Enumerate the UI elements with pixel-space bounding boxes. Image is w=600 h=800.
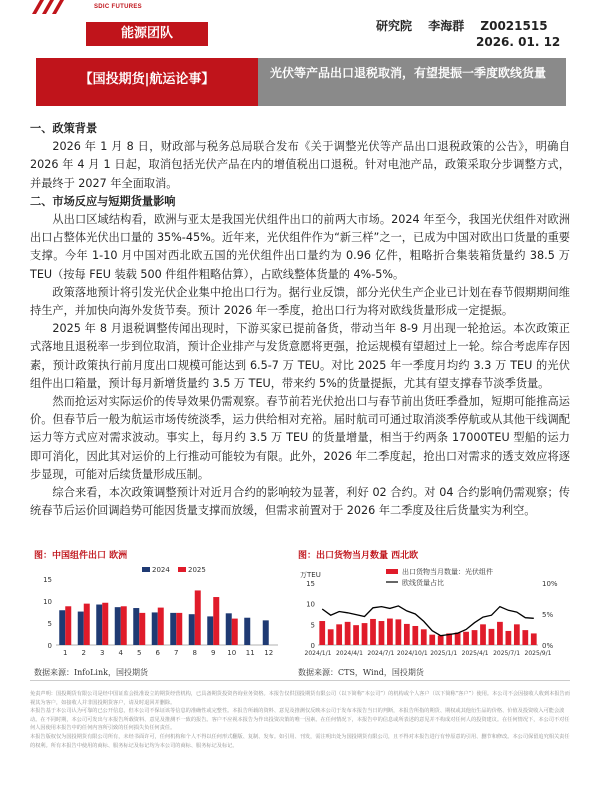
bar — [78, 612, 84, 645]
x-tick-label: 2 — [81, 649, 86, 657]
bar — [438, 635, 444, 645]
paragraph: 从出口区域结构看，欧洲与亚太是我国光伏组件出口的前两大市场。2024 年至今，我国光伏组件对欧洲出口占整体光伏出口量的 35%-45%。近年来，光伏组件作为“新三样”之一，已成为中国对欧出口货量的重要支撑。今年 1-10 月中国对西北欧五国的光伏组件出口量约为 0.96 亿件，粗略折合集装箱货量约 38.5 万 TEU（按每 FEU 装载 500 件组件粗略估算），占欧线整体货量的 4%-5%。 — [30, 213, 570, 281]
title-row — [36, 58, 566, 106]
x-tick-label: 2024/10/1 — [396, 650, 428, 657]
bar — [170, 613, 176, 645]
author-name: 李海群 — [428, 19, 465, 33]
bar — [59, 610, 65, 645]
x-tick-label: 2024/4/1 — [335, 650, 363, 657]
legend-swatch — [142, 567, 150, 572]
headline: 光伏等产品出口退税取消，有望提振一季度欧线货量 — [258, 58, 566, 106]
bar — [213, 597, 219, 645]
footer-divider — [30, 680, 570, 681]
chart2-svg — [298, 561, 570, 665]
bar — [353, 625, 359, 645]
bar — [121, 606, 127, 645]
bar — [176, 613, 182, 645]
bar — [319, 621, 325, 645]
x-tick-label: 12 — [264, 649, 274, 657]
chart-title: 图：出口货物当月数量 西北欧 — [298, 551, 419, 561]
bar — [429, 635, 435, 645]
paragraph: 2026 年 1 月 8 日，财政部与税务总局联合发布《关于调整光伏等产品出口退税政策的公告》，明确自 2026 年 4 月 1 日起，取消包括光伏产品在内的增值税出口退税。针对电池产品，政策采取分步调整方式，并最终于 2027 年全面取消。 — [30, 140, 570, 190]
y2-tick-label: 0% — [542, 642, 554, 650]
x-tick-label: 2025/1/1 — [430, 650, 458, 657]
y-tick-label: 0 — [310, 642, 315, 650]
bar — [489, 629, 495, 645]
x-tick-label: 5 — [137, 649, 142, 657]
disclaimer-paragraph: 本报告基于本公司认为可靠的已公开信息，但本公司不保证该等信息的准确性或完整性。本报告所载的资料、意见及推测仅反映本公司于发布本报告当日的判断，本报告所指的期货、期权或其他衍生品的价格、价值及投资收入可能会波动。在不同时期，本公司可发出与本报告所载资料、意见及推测不一致的报告。客户不应视本报告为作出投资决策的唯一因素。在任何情况下，本报告中的信息或所表述的意见并不构成对任何人的投资建议。在任何情况下，本公司不对任何人因使用本报告中的任何内容所引致的任何损失负任何责任。 — [30, 708, 570, 732]
chart-source: 数据来源：CTS，Wind，国投期货 — [298, 668, 424, 677]
company-logo — [30, 0, 160, 24]
y-tick-label: 5 — [47, 620, 52, 628]
legend-label: 2024 — [152, 566, 170, 574]
x-tick-label: 9 — [211, 649, 216, 657]
section-heading: 一、政策背景 — [30, 122, 98, 135]
bar — [102, 603, 108, 645]
x-tick-label: 2024/7/1 — [367, 650, 395, 657]
bar — [345, 622, 351, 645]
bar — [195, 590, 201, 645]
chart-europe-modules — [34, 548, 286, 678]
logo-mark-icon — [32, 0, 68, 14]
bar — [404, 624, 410, 645]
legend-swatch — [386, 569, 398, 574]
y-tick-label: 15 — [43, 576, 52, 584]
x-tick-label: 2024/1/1 — [304, 650, 332, 657]
x-tick-label: 10 — [227, 649, 237, 657]
y-tick-label: 15 — [306, 580, 315, 588]
y2-tick-label: 10% — [542, 580, 558, 588]
x-tick-label: 4 — [118, 649, 123, 657]
bar — [472, 630, 478, 645]
bar — [497, 622, 503, 645]
bar — [522, 630, 528, 645]
y-tick-label: 10 — [43, 598, 52, 606]
bar — [531, 633, 537, 645]
bar — [244, 618, 250, 645]
bar — [506, 631, 512, 645]
section-heading: 二、市场反应与短期货量影响 — [30, 194, 176, 208]
article-body — [30, 120, 570, 520]
bar — [362, 623, 368, 645]
x-tick-label: 8 — [192, 649, 197, 657]
bar — [133, 608, 139, 645]
chart-nw-europe-exports — [298, 548, 570, 678]
chart-title: 图：中国组件出口 欧洲 — [34, 551, 128, 561]
x-tick-label: 1 — [63, 649, 68, 657]
bar — [379, 621, 385, 645]
author-line — [376, 17, 560, 34]
bar — [412, 626, 418, 645]
legend-label: 2025 — [188, 566, 206, 574]
legend-swatch — [178, 567, 186, 572]
bar — [421, 629, 427, 645]
bar — [115, 607, 121, 645]
y-tick-label: 10 — [306, 600, 315, 609]
chart1-svg — [34, 561, 286, 665]
bar — [226, 613, 232, 645]
bar — [387, 619, 393, 645]
company-subtitle: SDIC FUTURES — [94, 4, 142, 10]
team-banner: 能源团队 — [86, 22, 208, 46]
y2-tick-label: 5% — [542, 611, 554, 619]
paragraph: 政策落地预计将引发光伏企业集中抢出口行为。据行业反馈，部分光伏生产企业已计划在春节假期期间维持生产，并加快向海外发货节奏。预计 2026 年一季度，抢出口行为将对欧线货量形成一定提振。 — [30, 285, 570, 318]
legend-label: 出口货物当月数量：光伏组件 — [402, 568, 493, 576]
report-date: 2026. 01. 12 — [476, 35, 561, 49]
bar — [96, 605, 102, 645]
x-tick-label: 11 — [245, 649, 255, 657]
bar — [189, 614, 195, 645]
author-id: Z0021515 — [480, 19, 548, 33]
bar — [480, 624, 486, 645]
x-tick-label: 6 — [155, 649, 160, 657]
y-unit-label: 万TEU — [300, 571, 321, 579]
bar — [263, 620, 269, 645]
bar — [514, 624, 520, 645]
paragraph: 然而抢运对实际运价的传导效果仍需观察。春节前若光伏抢出口与春节前出货旺季叠加，短期可能推高运价。但春节后一般为航运市场传统淡季，运力供给相对充裕。届时航司可通过取消淡季停航或从其他干线调配运力等方式应对需求波动。事实上，每月约 3.5 万 TEU 的货量增量，相当于约两条 17000TEU 型船的运力即可消化，因此其对运价的上行推动可能较为有限。此外，2026 年二季度起，抢出口对需求的透支效应将逐步显现，可能对后续货量形成压制。 — [30, 395, 570, 481]
x-tick-label: 2025/4/1 — [461, 650, 489, 657]
legend-label: 欧线货量占比 — [402, 579, 444, 587]
y-tick-label: 0 — [47, 642, 52, 650]
bar — [152, 612, 158, 645]
paragraph: 2025 年 8 月退税调整传闻出现时，下游买家已提前备货，带动当年 8-9 月出现一轮抢运。本次政策正式落地且退税率一步到位取消，预计企业排产与发货意愿将更强，抢运规模有望超过上一轮。综合考虑库存因素，预计政策执行前月度出口规模可能达到 6.5-7 万 TEU。对比 2025 年一季度月均约 3.3 万 TEU 的光伏组件出口箱量，预计每月新增货量约 3.5 万 TEU，带来约 5%的货量提振，尤其有望支撑春节淡季货量。 — [30, 322, 570, 390]
bar — [207, 616, 213, 645]
y-tick-label: 5 — [310, 621, 315, 630]
bar — [65, 606, 71, 645]
institute-label: 研究院 — [376, 19, 413, 33]
bar — [463, 632, 469, 645]
bar — [370, 619, 376, 645]
x-tick-label: 2025/9/1 — [524, 650, 552, 657]
disclaimer — [30, 690, 570, 750]
bar — [336, 624, 342, 645]
x-tick-label: 7 — [174, 649, 179, 657]
disclaimer-paragraph: 免责声明：国投期货有限公司是经中国证监会批准设立的期货经营机构，已具备期货投资咨询业务资格。本报告仅供国投期货有限公司（以下简称“本公司”）的机构或个人客户（以下简称“客户”）使用。本公司不会因接收人收到本报告而视其为客户，如接收人并非国投期货客户，请及时退回并删除。 — [30, 691, 570, 706]
bar — [139, 613, 145, 645]
disclaimer-paragraph: 本报告版权仅为国投期货有限公司所有，未经书面许可，任何机构和个人不得以任何形式翻版、复制、发布。如引用、刊发，需注明出处为国投期货有限公司，且不得对本报告进行有悖原意的引用、删节和修改。本公司保留追究相关责任的权利。所有本报告中使用的商标、服务标记及标记均为本公司的商标、服务标记及标记。 — [30, 733, 570, 749]
chart-source: 数据来源：InfoLink，国投期货 — [34, 668, 148, 677]
bar — [158, 608, 164, 645]
bar — [84, 604, 90, 645]
bar — [328, 629, 334, 645]
bar — [232, 619, 238, 645]
column-title: 【国投期货|航运论事】 — [36, 58, 258, 106]
bar — [396, 619, 402, 645]
bar — [455, 633, 461, 645]
x-tick-label: 2025/7/1 — [493, 650, 521, 657]
paragraph: 综合来看，本次政策调整预计对近月合约的影响较为显著，利好 02 合约。对 04 合约影响仍需观察；传统春节后运价回调趋势可能因货量支撑而放缓，但需求前置对于 2026 年二季度及往后货量实为利空。 — [30, 486, 570, 518]
x-tick-label: 3 — [100, 649, 105, 657]
